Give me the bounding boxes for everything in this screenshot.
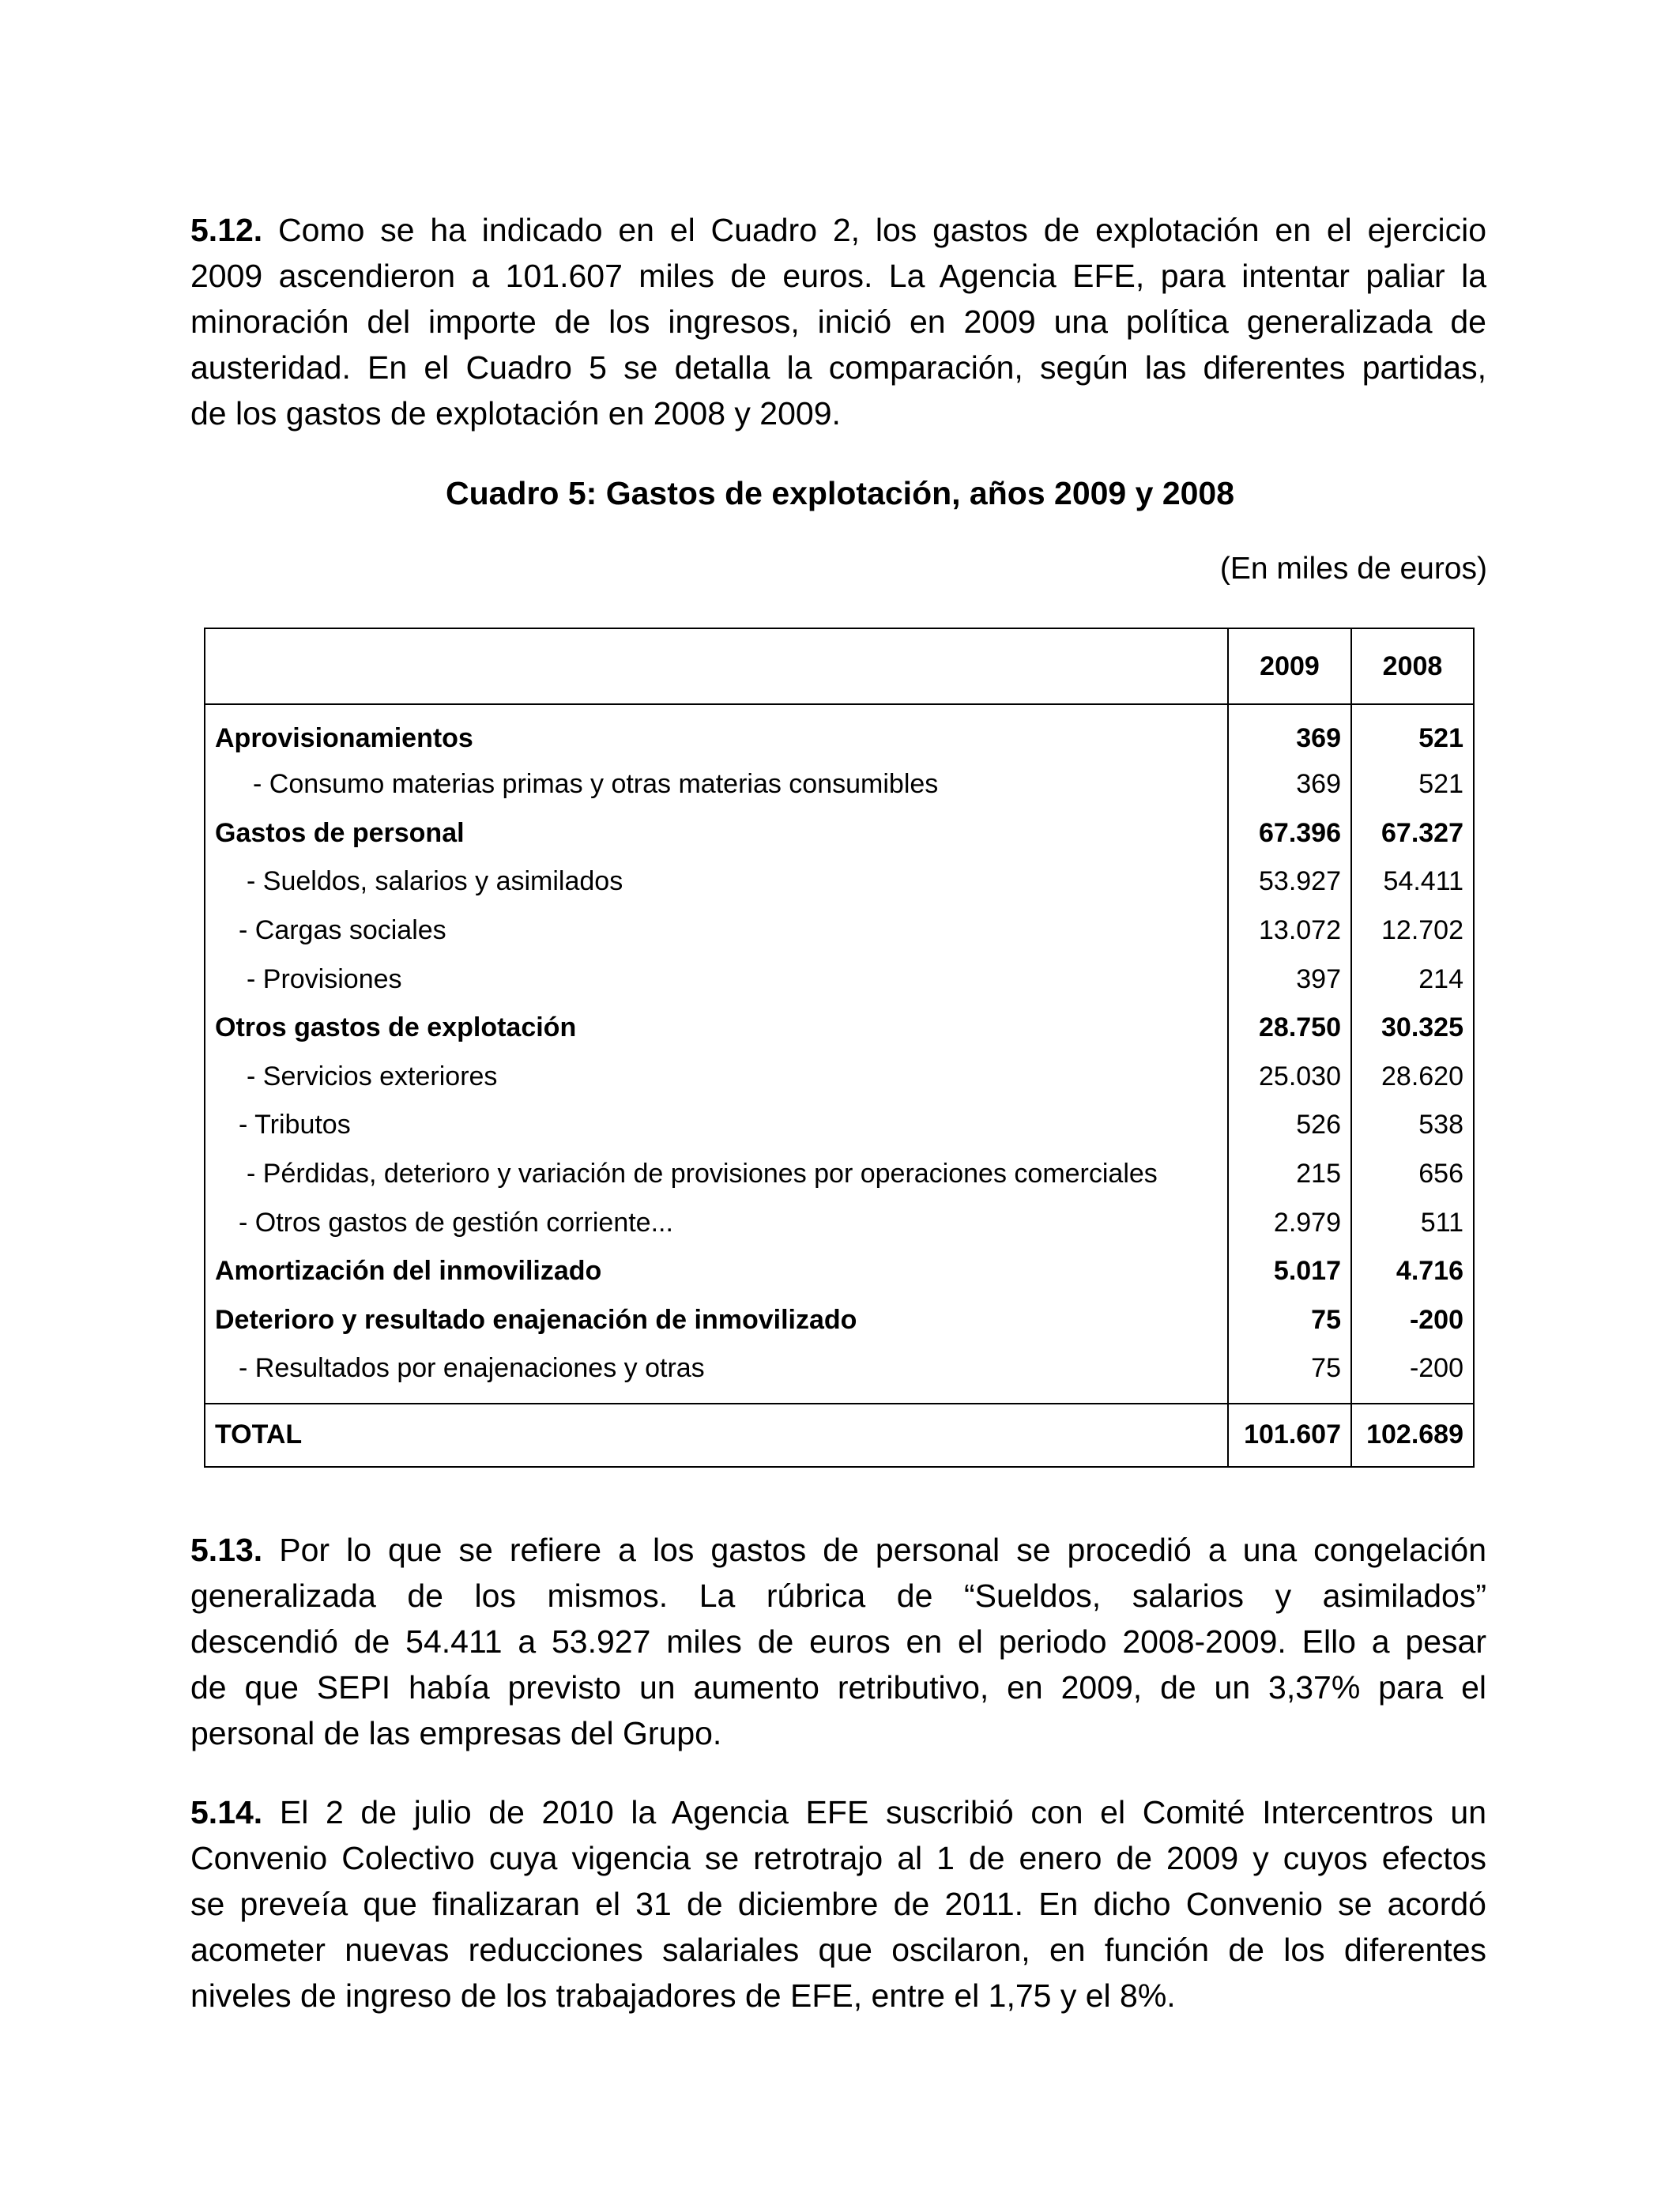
table-row [205,1344,1474,1404]
total-value-2009: 101.607 [1228,1404,1351,1467]
row-label: - Servicios exteriores [205,1053,1228,1102]
row-label: - Consumo materias primas y otras materias consumibles [205,760,1228,809]
row-value-2008: 521 [1351,704,1474,760]
paragraph-5-14 [190,1789,1486,2019]
row-label: Amortización del inmovilizado [205,1247,1228,1296]
paragraph-line: de los gastos de explotación en 2008 y 2009. [190,395,841,432]
paragraph-line [190,1789,1486,1835]
paragraph-text: Por lo que se refiere a los gastos de personal se procedió a una congelación [262,1532,1486,1568]
row-label: - Pérdidas, deterioro y variación de provisiones por operaciones comerciales [205,1150,1228,1199]
table-row [205,1198,1474,1247]
row-label: Deterioro y resultado enajenación de inmovilizado [205,1296,1228,1345]
paragraph-line: se preveía que finalizaran el 31 de diciembre de 2011. En dicho Convenio se acordó [190,1886,1486,1922]
row-value-2009: 215 [1228,1150,1351,1199]
paragraph-line: de que SEPI había previsto un aumento retributivo, en 2009, de un 3,37% para el [190,1669,1486,1706]
row-label: - Otros gastos de gestión corriente... [205,1198,1228,1247]
paragraph-number: 5.13. [190,1532,263,1568]
paragraph-line [190,1527,1486,1573]
row-value-2009: 75 [1228,1344,1351,1404]
paragraph-line: niveles de ingreso de los trabajadores de EFE, entre el 1,75 y el 8%. [190,1977,1176,2014]
row-value-2009: 67.396 [1228,809,1351,858]
row-value-2008: -200 [1351,1344,1474,1404]
row-label: Gastos de personal [205,809,1228,858]
total-label: TOTAL [205,1404,1228,1467]
table-units-note: (En miles de euros) [1219,552,1487,586]
table-row [205,760,1474,809]
table-header-row [205,628,1474,704]
row-value-2009: 369 [1228,704,1351,760]
row-value-2009: 5.017 [1228,1247,1351,1296]
header-2008: 2008 [1351,628,1474,704]
row-label: - Tributos [205,1101,1228,1150]
paragraph-line: 2009 ascendieron a 101.607 miles de euros. La Agencia EFE, para intentar paliar la [190,258,1486,294]
paragraph-line: generalizada de los mismos. La rúbrica de “Sueldos, salarios y asimilados” [190,1578,1486,1614]
row-value-2009: 13.072 [1228,907,1351,956]
row-value-2008: 214 [1351,955,1474,1004]
table-row [205,858,1474,907]
row-value-2008: 538 [1351,1101,1474,1150]
row-value-2009: 75 [1228,1296,1351,1345]
header-2009: 2009 [1228,628,1351,704]
row-value-2009: 2.979 [1228,1198,1351,1247]
table-row [205,1053,1474,1102]
row-value-2009: 25.030 [1228,1053,1351,1102]
paragraph-number: 5.14. [190,1794,263,1830]
paragraph-line: acometer nuevas reducciones salariales que oscilaron, en función de los diferentes [190,1932,1486,1968]
row-value-2008: 30.325 [1351,1004,1474,1053]
table-row [205,1247,1474,1296]
table-row [205,809,1474,858]
row-value-2008: 4.716 [1351,1247,1474,1296]
row-label: Otros gastos de explotación [205,1004,1228,1053]
paragraph-number: 5.12. [190,212,263,248]
paragraph-line: descendió de 54.411 a 53.927 miles de euros en el periodo 2008-2009. Ello a pesar [190,1623,1486,1660]
table-row [205,955,1474,1004]
row-value-2008: 67.327 [1351,809,1474,858]
row-value-2009: 526 [1228,1101,1351,1150]
row-label: Aprovisionamientos [205,704,1228,760]
paragraph-5-13 [190,1527,1486,1756]
table-row [205,1004,1474,1053]
paragraph-line: Convenio Colectivo cuya vigencia se retrotrajo al 1 de enero de 2009 y cuyos efectos [190,1840,1486,1876]
paragraph-line [190,207,1486,253]
paragraph-line: personal de las empresas del Grupo. [190,1715,722,1751]
header-empty-cell [205,628,1228,704]
table-row [205,907,1474,956]
row-value-2009: 397 [1228,955,1351,1004]
expenses-table [204,628,1475,1468]
table-row [205,704,1474,760]
row-value-2008: 12.702 [1351,907,1474,956]
paragraph-text: El 2 de julio de 2010 la Agencia EFE suscribió con el Comité Intercentros un [262,1794,1486,1830]
total-value-2008: 102.689 [1351,1404,1474,1467]
table-title: Cuadro 5: Gastos de explotación, años 2009 y 2008 [445,475,1235,511]
paragraph-line: austeridad. En el Cuadro 5 se detalla la comparación, según las diferentes partidas, [190,349,1486,386]
row-value-2009: 28.750 [1228,1004,1351,1053]
table-row [205,1150,1474,1199]
row-label: - Cargas sociales [205,907,1228,956]
row-value-2009: 53.927 [1228,858,1351,907]
paragraph-line: minoración del importe de los ingresos, inició en 2009 una política generalizada de [190,303,1486,340]
table-row [205,1101,1474,1150]
table-total-row [205,1404,1474,1467]
row-label: - Resultados por enajenaciones y otras [205,1344,1228,1404]
row-value-2008: 521 [1351,760,1474,809]
row-value-2008: 656 [1351,1150,1474,1199]
row-value-2008: 28.620 [1351,1053,1474,1102]
row-value-2008: 511 [1351,1198,1474,1247]
row-value-2009: 369 [1228,760,1351,809]
row-label: - Sueldos, salarios y asimilados [205,858,1228,907]
table-row [205,1296,1474,1345]
paragraph-5-12 [190,207,1486,436]
row-label: - Provisiones [205,955,1228,1004]
paragraph-text: Como se ha indicado en el Cuadro 2, los gastos de explotación en el ejercicio [262,212,1486,248]
row-value-2008: 54.411 [1351,858,1474,907]
row-value-2008: -200 [1351,1296,1474,1345]
